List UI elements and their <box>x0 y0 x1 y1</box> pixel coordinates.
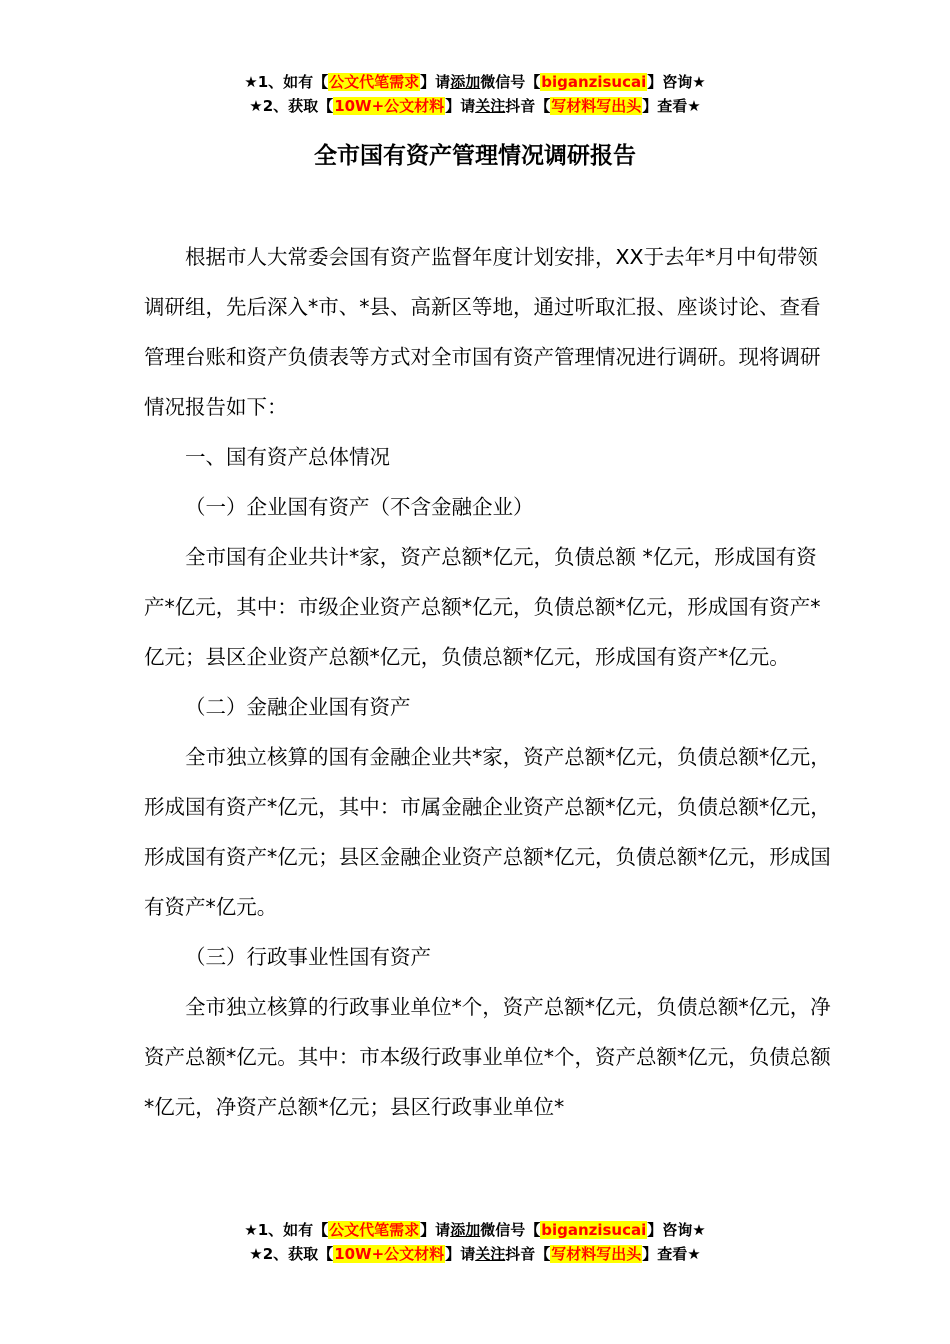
banner-text: 】查看★ <box>642 1245 701 1263</box>
banner-text: 微信号【 <box>480 73 541 91</box>
banner-highlight: 10W+公文材料 <box>334 1245 445 1263</box>
banner-text: 抖音【 <box>505 97 551 115</box>
banner-text: 】请 <box>445 97 476 115</box>
banner-highlight: 10W+公文材料 <box>334 97 445 115</box>
banner-highlight: biganzisucai <box>541 1221 647 1239</box>
banner-line-1 <box>0 1218 950 1242</box>
page-title: 全市国有资产管理情况调研报告 <box>314 143 636 169</box>
paragraph-financial-assets: 全市独立核算的国有金融企业共*家，资产总额*亿元，负债总额*亿元，形成国有资产*亿元，其中：市属金融企业资产总额*亿元，负债总额*亿元，形成国有资产*亿元；县区金融企业资产总额*亿元，负债总额*亿元，形成国有资产*亿元。 <box>144 745 831 919</box>
banner-text: 】查看★ <box>642 97 701 115</box>
footer-banner <box>0 1218 950 1266</box>
banner-highlight: 公文代笔需求 <box>329 73 420 91</box>
banner-text: 】请 <box>420 73 451 91</box>
banner-text: 】咨询★ <box>647 73 706 91</box>
paragraph-administrative-assets: 全市独立核算的行政事业单位*个，资产总额*亿元，负债总额*亿元，净资产总额*亿元。其中：市本级行政事业单位*个，资产总额*亿元，负债总额*亿元，净资产总额*亿元；县区行政事业单位* <box>144 995 831 1119</box>
paragraph-enterprise-assets: 全市国有企业共计*家，资产总额*亿元，负债总额 *亿元，形成国有资产*亿元，其中：市级企业资产总额*亿元，负债总额*亿元，形成国有资产*亿元；县区企业资产总额*亿元，负债总额*亿元，形成国有资产*亿元。 <box>144 545 821 669</box>
banner-text: ★1、如有【 <box>244 73 329 91</box>
banner-underline: 关注 <box>475 97 506 115</box>
banner-line-2 <box>0 1242 950 1266</box>
banner-underline: 关注 <box>475 1245 506 1263</box>
header-banner <box>0 70 950 118</box>
heading-subsection-1: （一）企业国有资产（不含金融企业） <box>185 495 534 519</box>
banner-highlight: biganzisucai <box>541 73 647 91</box>
banner-text: ★2、获取【 <box>249 1245 334 1263</box>
banner-underline: 添加 <box>450 1221 481 1239</box>
banner-text: ★2、获取【 <box>249 97 334 115</box>
document-body <box>144 232 834 1132</box>
banner-text: 】咨询★ <box>647 1221 706 1239</box>
heading-subsection-3: （三）行政事业性国有资产 <box>185 945 431 969</box>
banner-text: 】请 <box>445 1245 476 1263</box>
banner-line-2 <box>0 94 950 118</box>
banner-line-1 <box>0 70 950 94</box>
heading-section-1: 一、国有资产总体情况 <box>185 445 390 469</box>
banner-text: ★1、如有【 <box>244 1221 329 1239</box>
banner-text: 抖音【 <box>505 1245 551 1263</box>
banner-highlight: 写材料写出头 <box>551 97 642 115</box>
heading-subsection-2: （二）金融企业国有资产 <box>185 695 411 719</box>
paragraph-intro: 根据市人大常委会国有资产监督年度计划安排，XX于去年*月中旬带领调研组，先后深入*市、*县、高新区等地，通过听取汇报、座谈讨论、查看管理台账和资产负债表等方式对全市国有资产管理情况进行调研。现将调研情况报告如下： <box>144 245 821 419</box>
banner-text: 】请 <box>420 1221 451 1239</box>
banner-highlight: 写材料写出头 <box>551 1245 642 1263</box>
banner-text: 微信号【 <box>480 1221 541 1239</box>
banner-highlight: 公文代笔需求 <box>329 1221 420 1239</box>
banner-underline: 添加 <box>450 73 481 91</box>
